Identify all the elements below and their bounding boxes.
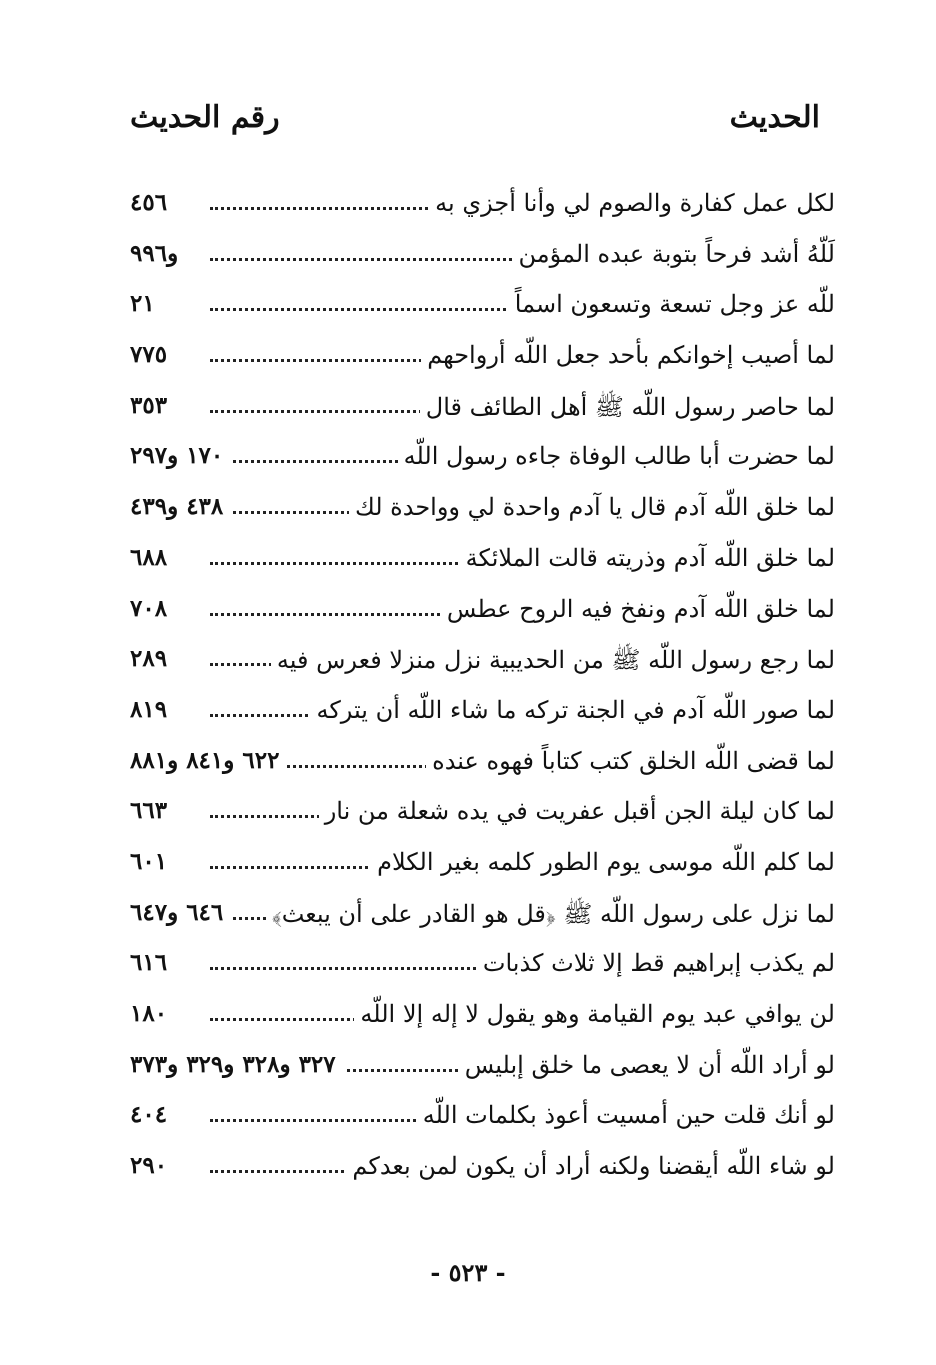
- hadith-number: ٦٤٦ و٦٤٧: [130, 899, 231, 926]
- hadith-text: لما أصيب إخوانكم بأحد جعل اللّه أرواحهم: [421, 341, 835, 369]
- index-entry: [130, 842, 835, 893]
- hadith-number: ٣٥٣: [130, 392, 208, 419]
- hadith-text: لما حضرت أبا طالب الوفاة جاءه رسول اللّه: [398, 442, 835, 470]
- hadith-number: ٧٧٥: [130, 341, 208, 368]
- index-entry: [130, 436, 835, 487]
- hadith-number: ٦٢٢ و٨٤١ و٨٨١: [130, 747, 287, 774]
- index-entry: [130, 589, 835, 640]
- hadith-text: لما صور اللّه آدم في الجنة تركه ما شاء اللّه أن يتركه: [311, 696, 835, 724]
- index-entry: [130, 943, 835, 994]
- hadith-number: ٦٦٣: [130, 797, 208, 824]
- hadith-number: ١٧٠ و٢٩٧: [130, 442, 231, 469]
- index-entry: [130, 1045, 835, 1096]
- hadith-number: ٢٩٠: [130, 1152, 208, 1179]
- index-entry: [130, 335, 835, 386]
- hadith-text: لو شاء اللّه أيقضنا ولكنه أراد أن يكون لمن بعدكم: [346, 1152, 835, 1180]
- index-entry: [130, 1095, 835, 1146]
- hadith-number: ٦٠١: [130, 848, 208, 875]
- hadith-number: ٤٠٤: [130, 1101, 208, 1128]
- hadith-text: لو أنك قلت حين أمسيت أعوذ بكلمات اللّه: [417, 1101, 835, 1129]
- hadith-text: لما خلق اللّه آدم قال يا آدم واحدة لي وواحدة لك: [349, 493, 835, 521]
- hadith-text: لما رجع رسول اللّه ﷺ من الحديبية نزل منزلا فعرس فيه: [271, 645, 835, 680]
- page-number: - ٥٢٣ -: [430, 1258, 506, 1287]
- hadith-number: ٧٠٨: [130, 595, 208, 622]
- hadith-text: لما نزل على رسول اللّه ﷺ ﴿قل هو القادر على أن يبعث﴾: [266, 899, 835, 934]
- index-entry: [130, 639, 835, 690]
- hadith-number: ٤٥٦: [130, 189, 208, 216]
- index-entry: [130, 284, 835, 335]
- hadith-text: لما خلق اللّه آدم وذريته قالت الملائكة: [460, 544, 835, 572]
- index-entry: [130, 741, 835, 792]
- hadith-number: ٦٨٨: [130, 544, 208, 571]
- index-entry: [130, 994, 835, 1045]
- index-entry: [130, 1146, 835, 1197]
- hadith-number: ٨١٩: [130, 696, 208, 723]
- hadith-text: لما قضى اللّه الخلق كتب كتاباً فهوه عنده: [426, 747, 835, 775]
- hadith-text: لما خلق اللّه آدم ونفخ فيه الروح عطس: [441, 595, 835, 623]
- hadith-text: لما كان ليلة الجن أقبل عفريت في يده شعلة من نار: [319, 797, 835, 825]
- hadith-number: ٣٢٧ و٣٢٨ و٣٢٩ و٣٧٣: [130, 1051, 344, 1078]
- index-entry: [130, 791, 835, 842]
- index-entry: [130, 487, 835, 538]
- index-entry: [130, 690, 835, 741]
- hadith-index-list: [130, 183, 835, 1197]
- hadith-text: لو أراد اللّه أن لا يعصى ما خلق إبليس: [459, 1051, 835, 1079]
- index-entry: [130, 893, 835, 944]
- index-entry: [130, 538, 835, 589]
- column-title-hadith-number: رقم الحديث: [130, 100, 280, 135]
- hadith-number: ٤٣٨ و٤٣٩: [130, 493, 231, 520]
- index-entry: [130, 183, 835, 234]
- index-entry: [130, 234, 835, 285]
- hadith-number: ٢٨٩: [130, 645, 208, 672]
- hadith-number: ٦١٦: [130, 949, 208, 976]
- hadith-number: ١٨٠: [130, 1000, 208, 1027]
- page-header: [130, 100, 820, 150]
- hadith-text: لَلّهُ أشد فرحاً بتوبة عبده المؤمن: [513, 240, 836, 268]
- hadith-text: لما كلم اللّه موسى يوم الطور كلمه بغير الكلام: [371, 848, 835, 876]
- hadith-number: ٢١: [130, 290, 208, 317]
- hadith-text: لن يوافي عبد يوم القيامة وهو يقول لا إله إلا اللّه: [354, 1000, 835, 1028]
- hadith-text: لكل عمل كفارة والصوم لي وأنا أجزي به: [429, 189, 835, 217]
- index-entry: [130, 386, 835, 437]
- hadith-text: لما حاصر رسول اللّه ﷺ أهل الطائف قال: [420, 392, 835, 427]
- hadith-text: للّه عز وجل تسعة وتسعون اسماً: [509, 290, 835, 318]
- hadith-text: لم يكذب إبراهيم قط إلا ثلاث كذبات: [477, 949, 835, 977]
- column-title-hadith: الحديث: [729, 100, 820, 135]
- hadith-number: و٩٩٦: [130, 240, 208, 267]
